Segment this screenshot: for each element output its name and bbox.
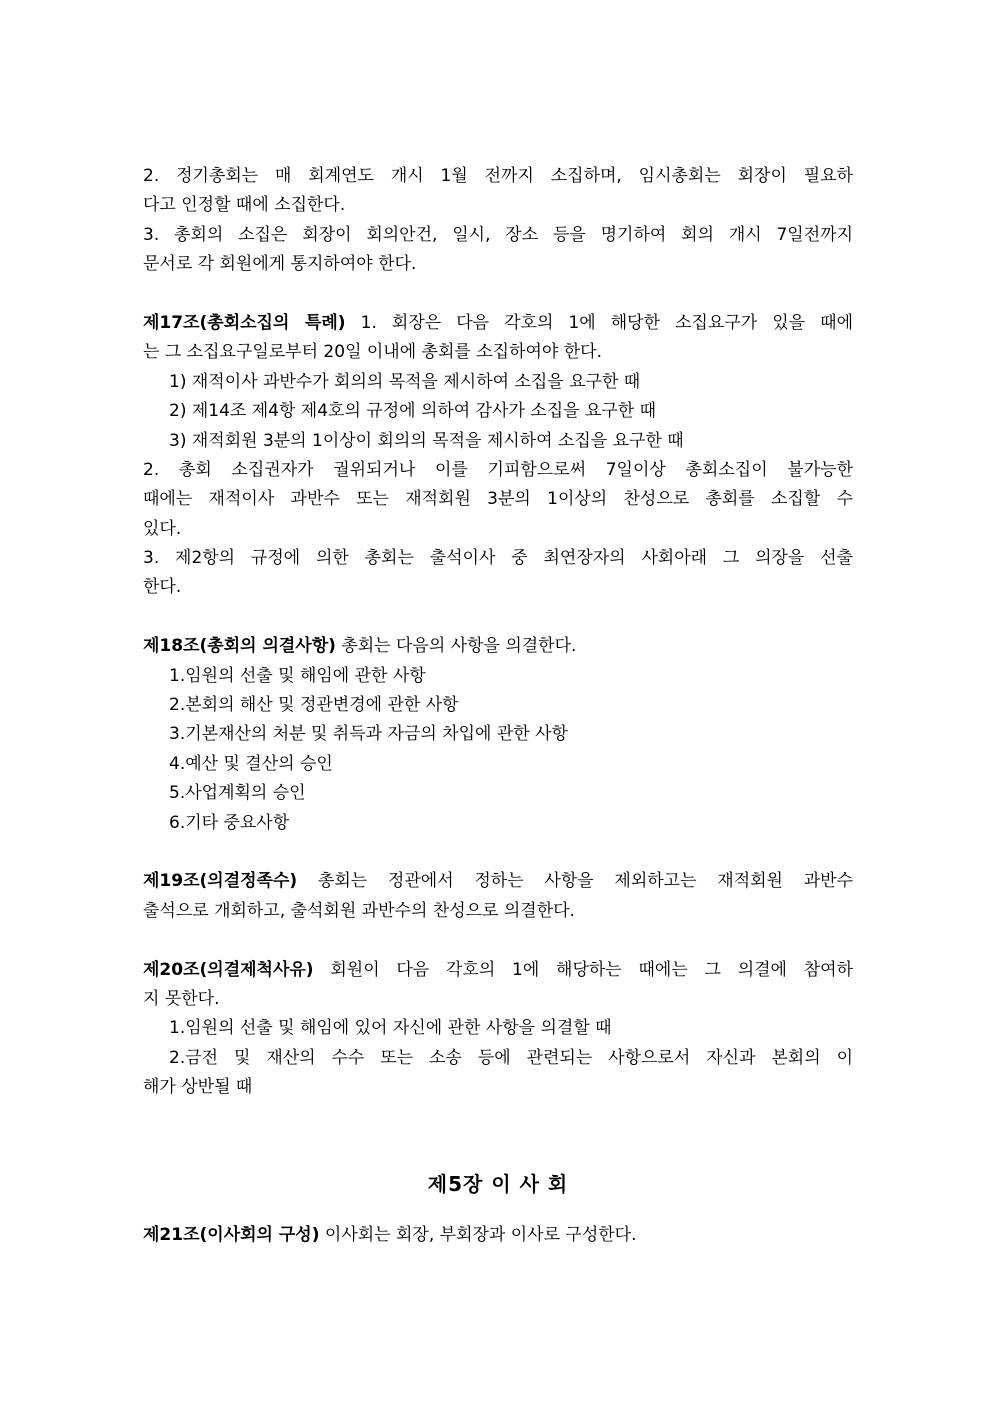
- spacer: [143, 1103, 853, 1162]
- art18-text: 총회는 다음의 사항을 의결한다.: [335, 636, 577, 657]
- art17-para2-line2: 때에는 재적이사 과반수 또는 재적회원 3분의 1이상의 찬성으로 총회를 소집할 수: [143, 489, 853, 510]
- art20-text: 회원이 다음 각호의 1에 해당하는 때에는 그 의결에 참여하: [313, 959, 853, 980]
- art20-line1: [143, 956, 853, 985]
- art18-item-4: 4.예산 및 결산의 승인: [169, 753, 333, 774]
- art17-para2-line3: 있다.: [143, 518, 182, 539]
- art17-text: 1. 회장은 다음 각호의 1에 해당한 소집요구가 있을 때에: [345, 312, 853, 333]
- art19-line2: 출석으로 개회하고, 출석회원 과반수의 찬성으로 의결한다.: [143, 900, 575, 921]
- art21-title: 제21조(이사회의 구성): [143, 1224, 320, 1245]
- spacer: [143, 603, 853, 632]
- art18-item-6: 6.기타 중요사항: [169, 812, 290, 833]
- spacer: [143, 926, 853, 955]
- art16-para3-line1: 3. 총회의 소집은 회장이 회의안건, 일시, 장소 등을 명기하여 회의 개시 7일전까지: [143, 224, 853, 245]
- art17-item-3: 3) 재적회원 3분의 1이상이 회의의 목적을 제시하여 소집을 요구한 때: [169, 430, 684, 451]
- art16-para2-line1: 2. 정기총회는 매 회계연도 개시 1월 전까지 소집하며, 임시총회는 회장이 필요하: [143, 166, 853, 186]
- art20-title: 제20조(의결제척사유): [143, 959, 314, 980]
- art21-text: 이사회는 회장, 부회장과 이사로 구성한다.: [319, 1224, 637, 1245]
- spacer: [143, 838, 853, 867]
- chapter-heading: 제5장 이 사 회: [427, 1172, 569, 1197]
- art17-para3-line1: 3. 제2항의 규정에 의한 총회는 출석이사 중 최연장자의 사회아래 그 의장을 선출: [143, 548, 853, 569]
- art20-item-1: 1.임원의 선출 및 해임에 있어 자신에 관한 사항을 의결할 때: [169, 1018, 612, 1039]
- art17-item-1: 1) 재적이사 과반수가 회의의 목적을 제시하여 소집을 요구한 때: [169, 371, 641, 392]
- art17-item-2: 2) 제14조 제4항 제4호의 규정에 의하여 감사가 소집을 요구한 때: [169, 401, 657, 422]
- art18-title: 제18조(총회의 의결사항): [143, 636, 336, 657]
- art17-title: 제17조(총회소집의 특례): [143, 312, 346, 333]
- art20-item-2-line2: 해가 상반될 때: [143, 1077, 253, 1098]
- document-page: [143, 162, 853, 1250]
- art18-item-2: 2.본회의 해산 및 정관변경에 관한 사항: [169, 695, 459, 716]
- art17-line2: 는 그 소집요구일로부터 20일 이내에 총회를 소집하여야 한다.: [143, 342, 602, 363]
- art19-line1: [143, 867, 853, 896]
- art16-para3-line2: 문서로 각 회원에게 통지하여야 한다.: [143, 254, 417, 275]
- art19-title: 제19조(의결정족수): [143, 871, 298, 892]
- art17-para2-line1: 2. 총회 소집권자가 궐위되거나 이를 기피함으로써 7일이상 총회소집이 불가능한: [143, 459, 853, 480]
- art17-para3-line2: 한다.: [143, 577, 182, 598]
- spacer: [143, 280, 853, 309]
- art18-item-1: 1.임원의 선출 및 해임에 관한 사항: [169, 665, 426, 686]
- art20-line2: 지 못한다.: [143, 988, 220, 1009]
- art18-line1: [143, 632, 853, 661]
- art21-line1: [143, 1221, 853, 1250]
- art17-line1: [143, 309, 853, 338]
- art18-item-5: 5.사업계획의 승인: [169, 783, 306, 804]
- art20-item-2-line1: 2.금전 및 재산의 수수 또는 소송 등에 관련되는 사항으로서 자신과 본회의 이: [169, 1047, 853, 1068]
- art16-para2-line2: 다고 인정할 때에 소집한다.: [143, 195, 346, 216]
- art19-text: 총회는 정관에서 정하는 사항을 제외하고는 재적회원 과반수: [297, 871, 853, 892]
- art18-item-3: 3.기본재산의 처분 및 취득과 자금의 차입에 관한 사항: [169, 724, 568, 745]
